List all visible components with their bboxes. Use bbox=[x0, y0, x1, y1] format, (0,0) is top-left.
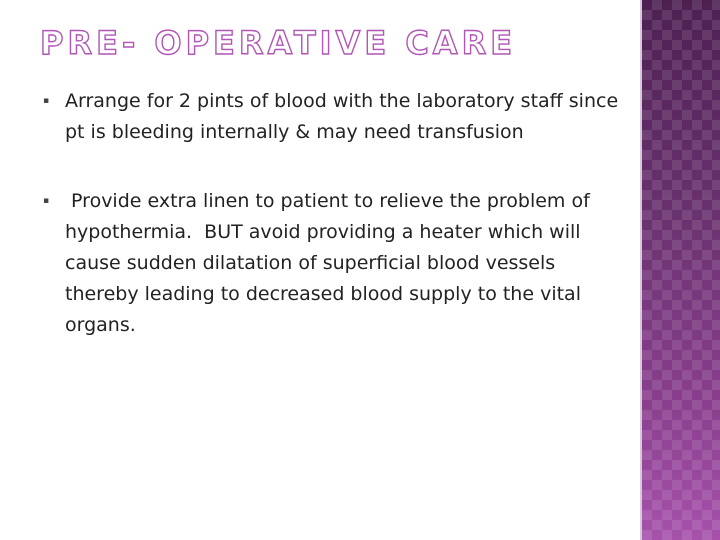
bullet-icon: ▪ bbox=[43, 96, 50, 106]
slide-title: PRE- OPERATIVE CARE bbox=[40, 24, 517, 62]
list-item bbox=[40, 86, 630, 148]
bullet-text: Provide extra linen to patient to relieve the problem of hypothermia. BUT avoid providing a heater which will cause sudden dilatation of superficial blood vessels thereby leading to decreased blood supply to the vital organs. bbox=[65, 190, 596, 336]
bullet-icon: ▪ bbox=[43, 196, 50, 206]
decorative-sidebar bbox=[642, 0, 720, 540]
bullet-text: Arrange for 2 pints of blood with the laboratory staff since pt is bleeding internally & may need transfusion bbox=[65, 90, 619, 143]
list-item bbox=[40, 186, 630, 341]
bullet-list bbox=[40, 86, 630, 379]
